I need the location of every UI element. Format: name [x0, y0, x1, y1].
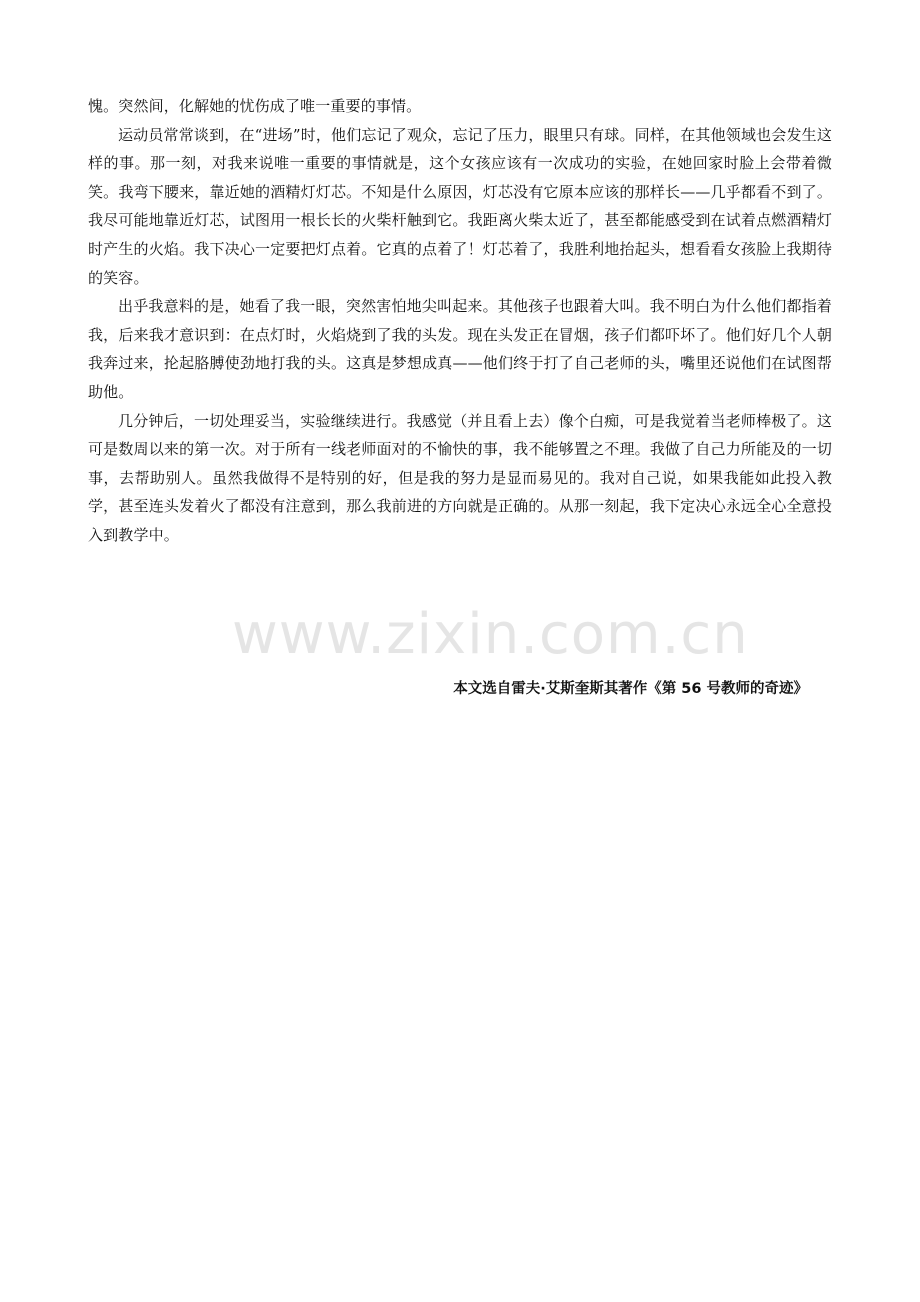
document-body — [88, 92, 832, 550]
watermark-text: www.zixin.com.cn — [232, 602, 749, 667]
paragraph-aftermath: 几分钟后，一切处理妥当，实验继续进行。我感觉（并且看上去）像个白痴，可是我觉着当老师棒极了。这可是数周以来的第一次。对于所有一线老师面对的不愉快的事，我不能够置之不理。我做了自己力所能及的一切事，去帮助别人。虽然我做得不是特别的好，但是我的努力是显而易见的。我对自己说，如果我能如此投入教学，甚至连头发着火了都没有注意到，那么我前进的方向就是正确的。从那一刻起，我下定决心永远全心全意投入到教学中。 — [88, 411, 832, 544]
paragraph-athletes: 运动员常常谈到，在“进场”时，他们忘记了观众，忘记了压力，眼里只有球。同样，在其他领域也会发生这样的事。那一刻，对我来说唯一重要的事情就是，这个女孩应该有一次成功的实验，在她回家时脸上会带着微笑。我弯下腰来，靠近她的酒精灯灯芯。不知是什么原因，灯芯没有它原本应该的那样长——几乎都看不到了。我尽可能地靠近灯芯，试图用一根长长的火柴杆触到它。我距离火柴太近了，甚至都能感受到在试着点燃酒精灯时产生的火焰。我下决心一定要把灯点着。它真的点着了！灯芯着了，我胜利地抬起头，想看看女孩脸上我期待的笑容。 — [88, 125, 832, 287]
paragraph-continuation: 愧。突然间，化解她的忧伤成了唯一重要的事情。 — [88, 97, 422, 115]
paragraph-surprise: 出乎我意料的是，她看了我一眼，突然害怕地尖叫起来。其他孩子也跟着大叫。我不明白为什么他们都指着我，后来我才意识到：在点灯时，火焰烧到了我的头发。现在头发正在冒烟，孩子们都吓坏了。他们好几个人朝我奔过来，抡起胳膊使劲地打我的头。这真是梦想成真——他们终于打了自己老师的头，嘴里还说他们在试图帮助他。 — [88, 297, 832, 401]
source-citation: 本文选自雷夫·艾斯奎斯其著作《第 56 号教师的奇迹》 — [453, 681, 808, 697]
